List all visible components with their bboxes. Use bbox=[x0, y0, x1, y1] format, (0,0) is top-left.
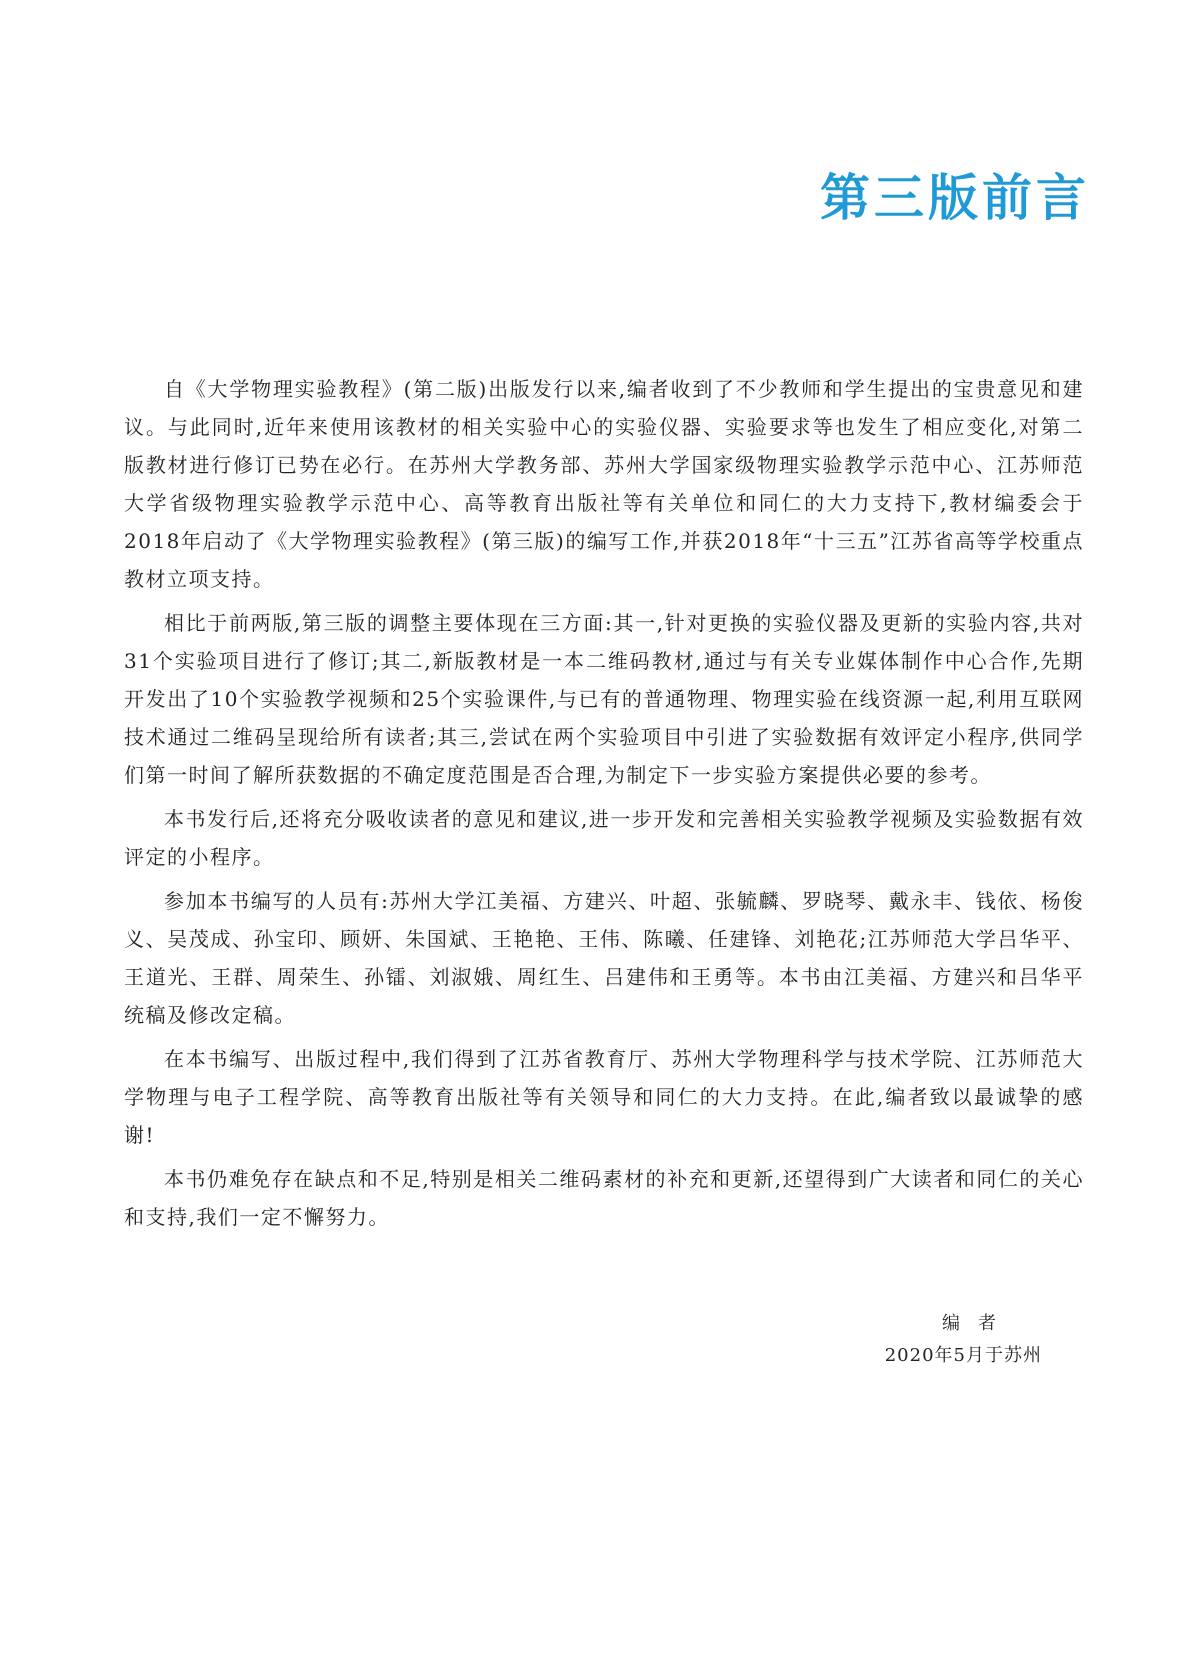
paragraph-future: 本书发行后,还将充分吸收读者的意见和建议,进一步开发和完善相关实验教学视频及实验数据有效评定的小程序。 bbox=[124, 807, 1084, 869]
paragraph-intro: 自《大学物理实验教程》(第二版)出版发行以来,编者收到了不少教师和学生提出的宝贵意见和建议。与此同时,近年来使用该教材的相关实验中心的实验仪器、实验要求等也发生了相应变化,对第二版教材进行修订已势在必行。在苏州大学教务部、苏州大学国家级物理实验教学示范中心、江苏师范大学省级物理实验教学示范中心、高等教育出版社等有关单位和同仁的大力支持下,教材编委会于2018年启动了《大学物理实验教程》(第三版)的编写工作,并获2018年“十三五”江苏省高等学校重点教材立项支持。 bbox=[124, 377, 1084, 591]
signature-editor: 编者 bbox=[942, 1313, 1014, 1334]
paragraph-closing: 本书仍难免存在缺点和不足,特别是相关二维码素材的补充和更新,还望得到广大读者和同仁的关心和支持,我们一定不懈努力。 bbox=[124, 1167, 1084, 1229]
signature-block bbox=[885, 1308, 1042, 1372]
signature-date: 2020年5月于苏州 bbox=[884, 1345, 1042, 1366]
preface-body bbox=[124, 370, 1084, 1242]
paragraph-changes: 相比于前两版,第三版的调整主要体现在三方面:其一,针对更换的实验仪器及更新的实验内容,共对31个实验项目进行了修订;其二,新版教材是一本二维码教材,通过与有关专业媒体制作中心合作,先期开发出了10个实验教学视频和25个实验课件,与已有的普通物理、物理实验在线资源一起,利用互联网技术通过二维码呈现给所有读者;其三,尝试在两个实验项目中引进了实验数据有效评定小程序,供同学们第一时间了解所获数据的不确定度范围是否合理,为制定下一步实验方案提供必要的参考。 bbox=[124, 611, 1084, 787]
page-title: 第三版前言 bbox=[820, 169, 1090, 227]
paragraph-authors: 参加本书编写的人员有:苏州大学江美福、方建兴、叶超、张毓麟、罗晓琴、戴永丰、钱依、杨俊义、吴茂成、孙宝印、顾妍、朱国斌、王艳艳、王伟、陈曦、任建锋、刘艳花;江苏师范大学吕华平、王道光、王群、周荣生、孙镭、刘淑娥、周红生、吕建伟和王勇等。本书由江美福、方建兴和吕华平统稿及修改定稿。 bbox=[124, 889, 1084, 1027]
paragraph-thanks: 在本书编写、出版过程中,我们得到了江苏省教育厅、苏州大学物理科学与技术学院、江苏师范大学物理与电子工程学院、高等教育出版社等有关领导和同仁的大力支持。在此,编者致以最诚挚的感谢! bbox=[124, 1047, 1084, 1147]
